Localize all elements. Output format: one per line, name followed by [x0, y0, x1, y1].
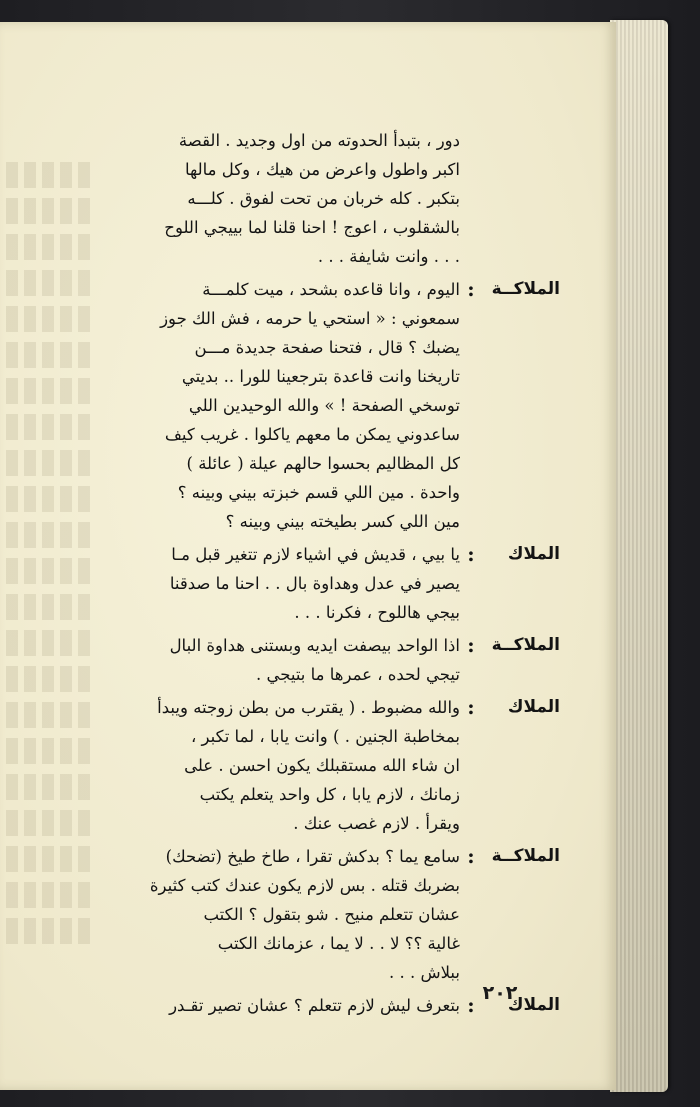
speaker-colon: : [467, 277, 475, 301]
text-line: بمخاطبة الجنين . ) وانت يابا ، لما تكبر ، [190, 727, 460, 746]
speaker-colon: : [467, 844, 475, 868]
text-line: توسخي الصفحة ! » والله الوحيدين اللي [188, 396, 460, 415]
text-line: ساعدوني يمكن ما معهم ياكلوا . غريب كيف [164, 425, 460, 444]
paragraph-lines [106, 631, 460, 689]
text-line: والله مضبوط . ( يقترب من بطن زوجته ويبدأ [157, 698, 460, 717]
text-line: عشان تتعلم منيح . شو بتقول ؟ الكتب [203, 905, 460, 924]
speaker-colon: : [467, 695, 475, 719]
dialogue-paragraph [0, 540, 560, 627]
dialogue-paragraph [0, 275, 560, 536]
text-line: يضبك ؟ قال ، فتحنا صفحة جديدة مـــن [194, 338, 460, 357]
paragraph-lines [106, 842, 460, 987]
dialogue-paragraph [0, 842, 560, 987]
text-line: اذا الواحد بيصفت ايديه وبستنى هداوة البال [169, 636, 460, 655]
speaker-name: الملاكــة [491, 635, 560, 655]
paragraph-lines [106, 693, 460, 838]
dialogue-paragraph [0, 631, 560, 689]
text-line: كل المظاليم بحسوا حالهم عيلة ( عائلة ) [186, 454, 460, 473]
text-line: سمعوني : « استحي يا حرمه ، فش الك جوز [160, 309, 460, 328]
speaker-colon: : [467, 542, 475, 566]
paragraph-lines [106, 540, 460, 627]
text-line: تيجي لحده ، عمرها ما بتيجي . [255, 665, 460, 684]
text-line: زمانك ، لازم يابا ، كل واحد يتعلم يكتب [199, 785, 460, 804]
text-line: سامع يما ؟ بدكش تقرا ، طاخ طيخ (تضحك) [165, 847, 460, 866]
text-line: اليوم ، وانا قاعده بشحد ، ميت كلمـــة [202, 280, 460, 299]
speaker-name: الملاك [507, 995, 560, 1015]
speaker-colon: : [467, 993, 475, 1017]
speaker-name: الملاك [507, 697, 560, 717]
page-number: ٢٠٢ [482, 982, 518, 1004]
speaker-name: الملاك [507, 544, 560, 564]
text-line: بالشقلوب ، اعوج ! احنا قلنا لما بييجي اللوح [164, 218, 460, 237]
dialogue-paragraph [0, 126, 560, 271]
speaker-colon: : [467, 633, 475, 657]
text-line: اكبر واطول واعرض من هيك ، وكل مالها [184, 160, 460, 179]
text-line: تاريخنا وانت قاعدة بترجعينا للورا .. بديتي [181, 367, 460, 386]
text-line: مين اللي كسر بطيخته بيني وبينه ؟ [225, 512, 460, 531]
text-line: يصير في عدل وهداوة بال . . احنا ما صدقنا [169, 574, 460, 593]
text-line: واحدة . مين اللي قسم خبزته بيني وبينه ؟ [177, 483, 460, 502]
dialogue-text [0, 126, 560, 1024]
speaker-name: الملاكــة [491, 279, 560, 299]
paragraph-lines [106, 126, 460, 271]
text-line: بضربك قتله . بس لازم يكون عندك كتب كثيرة [149, 876, 460, 895]
text-line: بيجي هاللوح ، فكرنا . . . [294, 603, 460, 622]
text-line: بتكبر . كله خربان من تحت لفوق . كلـــه [187, 189, 460, 208]
text-line: . . . وانت شايفة . . . [317, 247, 460, 266]
speaker-name: الملاكــة [491, 846, 560, 866]
dialogue-paragraph [0, 693, 560, 838]
text-line: ان شاء الله مستقبلك يكون احسن . على [184, 756, 460, 775]
text-line: بتعرف ليش لازم تتعلم ؟ عشان تصير تقـدر [169, 996, 460, 1015]
paragraph-lines [106, 991, 460, 1020]
text-line: دور ، بتبدأ الحدوته من اول وجديد . القصة [178, 131, 460, 150]
page-edge-stack [610, 20, 668, 1092]
text-line: يا بيي ، قديش في اشياء لازم تتغير قبل مـا [171, 545, 460, 564]
text-line: غالية ؟؟ لا . . لا يما ، عزمانك الكتب [217, 934, 460, 953]
paragraph-lines [106, 275, 460, 536]
text-line: ببلاش . . . [388, 963, 460, 982]
text-line: ويقرأ . لازم غصب عنك . [293, 814, 460, 833]
